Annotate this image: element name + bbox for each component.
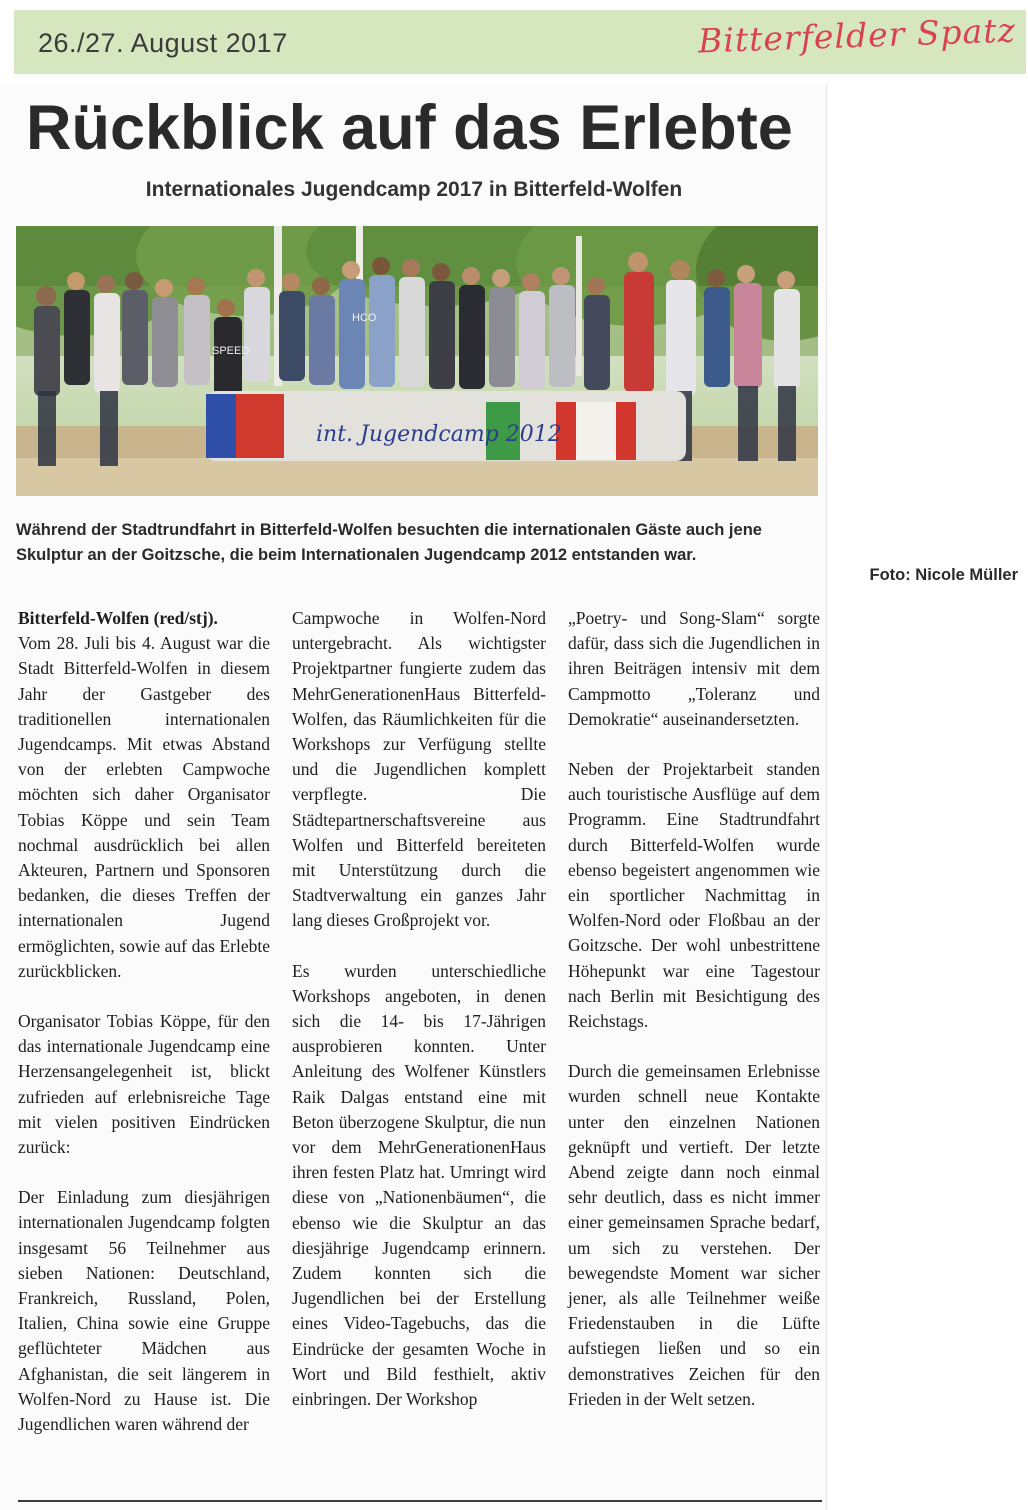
issue-date: 26./27. August 2017	[38, 28, 288, 58]
shirt-lettering: SPEED	[212, 345, 250, 357]
paragraph: Organisator Tobias Köppe, für den das internationale Jugendcamp eine Herzensangelegenheit ist, blickt zufrieden auf erlebnisreiche Tage mit vielen positiven Eindrücken zurück:	[18, 1011, 270, 1158]
photo-caption: Während der Stadtrundfahrt in Bitterfeld-Wolfen besuchten die internationalen Gäste auch jene Skulptur an der Goitzsche, die beim Internationalen Jugendcamp 2012 entstanden war.	[16, 521, 762, 564]
paragraph	[18, 606, 270, 984]
photo-credit: Foto: Nicole Müller	[869, 566, 1018, 584]
paragraph: Neben der Projektarbeit standen auch touristische Ausflüge auf dem Programm. Eine Stadtrundfahrt durch Bitterfeld-Wolfen wurde ebenso begeistert angenommen wie ein sportlicher Nachmittag in Wolfen-Nord oder Floßbau an der Goitzsche. Der wohl unbestrittene Höhepunkt war eine Tagestour nach Berlin mit Besichtigung des Reichstags.	[568, 759, 820, 1032]
paragraph: Durch die gemeinsamen Erlebnisse wurden schnell neue Kontakte unter den einzelnen Nationen geknüpft und vertieft. Der letzte Abend zeigte dann noch einmal sehr deutlich, dass es nicht immer einer gemeinsamen Sprache bedarf, um sich zu verstehen. Der bewegendste Moment war sicher jener, als alle Teilnehmer weiße Friedenstauben in die Lüfte aufstiegen ließen und so ein demonstratives Zeichen für den Frieden in der Welt setzen.	[568, 1061, 820, 1409]
text-column-3	[568, 606, 820, 1437]
group-photo	[16, 226, 818, 496]
article-headline: Rückblick auf das Erlebte	[26, 93, 793, 163]
bottom-rule	[18, 1500, 822, 1502]
article-subheadline: Internationales Jugendcamp 2017 in Bitterfeld-Wolfen	[145, 178, 683, 201]
text-column-2	[292, 606, 546, 1437]
paragraph-text: Vom 28. Juli bis 4. August war die Stadt Bitterfeld-Wolfen in diesem Jahr der Gastgeber des traditionellen internationalen Jugendcamps. Mit etwas Abstand von der erlebten Campwoche möchten sich daher Organisator Tobias Köppe und sein Team nochmal ausdrücklich bei allen Akteuren, Partnern und Sponsoren bedanken, die dieses Treffen der internationalen Jugend ermöglichten, sowie auf das Erlebte zurückblicken.	[18, 633, 270, 981]
dateline: Bitterfeld-Wolfen (red/stj).	[18, 608, 218, 628]
newspaper-name: Bitterfelder Spatz	[697, 10, 1017, 61]
paragraph: Der Einladung zum diesjährigen internationalen Jugendcamp folgten insgesamt 56 Teilnehmer aus sieben Nationen: Deutschland, Frankreich, Russland, Polen, Italien, China sowie eine Gruppe geflüchteter Mädchen aus Afghanistan, die seit längerem in Wolfen-Nord zu Hause ist. Die Jugendlichen waren während der	[18, 1187, 270, 1435]
paragraph: „Poetry- und Song-Slam“ sorgte dafür, dass sich die Jugendlichen in ihren Beiträgen intensiv mit dem Campmotto „Toleranz und Demokratie“ auseinandersetzten.	[568, 608, 820, 729]
paragraph: Es wurden unterschiedliche Workshops angeboten, in denen sich die 14- bis 17-Jährigen ausprobieren konnten. Unter Anleitung des Wolfener Künstlers Raik Dalgas entstand eine mit Beton überzogene Skulptur, die nun vor dem MehrGenerationenHaus ihren festen Platz hat. Umringt wird diese von „Nationenbäumen“, die ebenso wie die Skulptur an das diesjährige Jugendcamp erinnern. Zudem konnten sich die Jugendlichen bei der Erstellung eines Video-Tagebuchs, das die Eindrücke der gesamten Woche in Wort und Bild festhielt, aktiv einbringen. Der Workshop	[292, 960, 546, 1410]
sculpture-lettering: int. Jugendcamp 2012	[316, 422, 562, 447]
shirt-lettering-2: HCO	[352, 312, 377, 324]
text-column-1	[18, 606, 270, 1462]
paragraph: Campwoche in Wolfen-Nord untergebracht. Als wichtigster Projektpartner fungierte zudem das MehrGenerationenHaus Bitterfeld-Wolfen, das Räumlichkeiten für die Workshops zur Verfügung stellte und die Jugendlichen komplett verpflegte. Die Städtepartnerschaftsvereine aus Wolfen und Bitterfeld bereiteten mit Unterstützung durch die Stadtverwaltung ein ganzes Jahr lang dieses Großprojekt vor.	[292, 608, 546, 931]
